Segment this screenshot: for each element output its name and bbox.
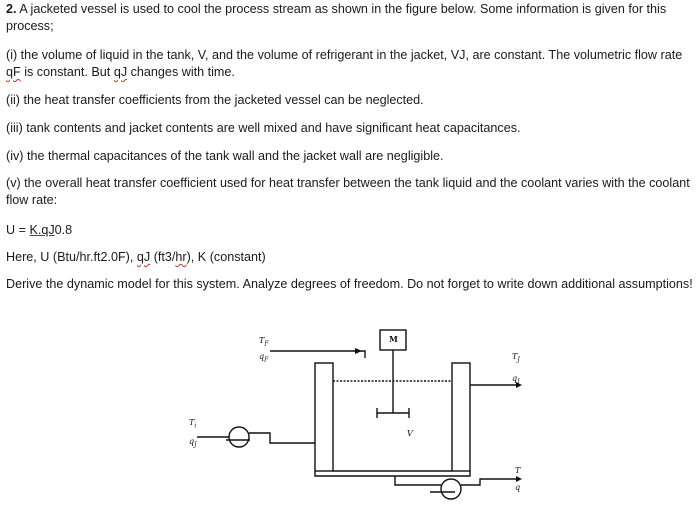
feed-flow-sub: F [264,356,269,364]
item-v: (v) the overall heat transfer coefficient used for heat transfer between the tank liquid and the coolant varies with the coolant flow rate: [6,176,690,207]
problem-number: 2. [6,2,17,16]
feed-flow-label [259,352,268,365]
feed-temp-symbol: T [259,336,265,345]
feed-temp-sub: F [264,340,269,348]
item-i-text-c: changes with time. [127,65,235,79]
equation-lhs: U = [6,223,30,237]
units-qj: qJ [136,250,151,264]
item-i-qf: qF [6,65,21,79]
units-line [6,249,266,266]
item-i-text-b: is constant. But [20,65,114,79]
outlet-pump [441,479,461,499]
jacket-out-temp-label [512,352,520,365]
jacket-out-flow-symbol: q [512,374,518,383]
jacket-right [452,363,470,471]
motor-label: M [389,334,398,344]
item-i-prefix: (i) [6,48,18,62]
units-b: (ft3/ [150,250,176,264]
coolant-in-flow-symbol: q [189,437,195,446]
intro-text: A jacketed vessel is used to cool the process stream as shown in the figure below. Some information is given for this process; [6,2,667,33]
item-iii: (iii) tank contents and jacket contents are well mixed and have significant heat capacitances. [6,121,521,135]
coolant-in-temp-symbol: T [189,418,195,427]
coolant-in-flow-label [189,437,197,450]
outlet-flow-label: q [515,483,521,492]
coolant-pump [229,427,249,447]
volume-label: V [407,429,413,438]
units-a: Here, U (Btu/hr.ft2.0F), [6,250,137,264]
jacket-out-flow-label [512,374,520,387]
jacket-left [315,363,333,471]
item-ii: (ii) the heat transfer coefficients from the jacketed vessel can be neglected. [6,93,424,107]
equation [6,222,72,239]
coolant-in-temp-sub: i [194,422,197,430]
feed-temp-label [259,336,269,349]
jacketed-vessel-figure [0,318,700,527]
item-i-text-a: the volume of liquid in the tank, V, and the volume of refrigerant in the jacket, VJ, are constant. The volumetric flow rate [17,48,683,62]
jacket-out-temp-sub: J [517,356,520,364]
equation-kqj: K.qJ [29,223,55,237]
jacket-out-temp-symbol: T [512,352,518,361]
coolant-in-temp-label [189,418,196,431]
tank-bottom [315,471,470,476]
problem-intro [6,1,694,35]
units-hr: hr [175,250,187,264]
task-text: Derive the dynamic model for this system. Analyze degrees of freedom. Do not forget to write down additional assumptions! [6,277,693,291]
jacket-out-flow-sub: J [517,378,520,386]
feed-pipe [270,351,365,358]
coolant-in-flow-sub: J [194,441,197,449]
item-iv: (iv) the thermal capacitances of the tank wall and the jacket wall are negligible. [6,149,444,163]
item-i [6,47,694,81]
outlet-pipe [461,479,520,485]
units-c: ), K (constant) [186,250,266,264]
feed-flow-symbol: q [259,352,265,361]
item-i-qj: qJ [113,65,128,79]
outlet-temp-label: T [515,466,521,475]
process-diagram [0,318,700,527]
equation-exponent: 0.8 [54,223,73,237]
